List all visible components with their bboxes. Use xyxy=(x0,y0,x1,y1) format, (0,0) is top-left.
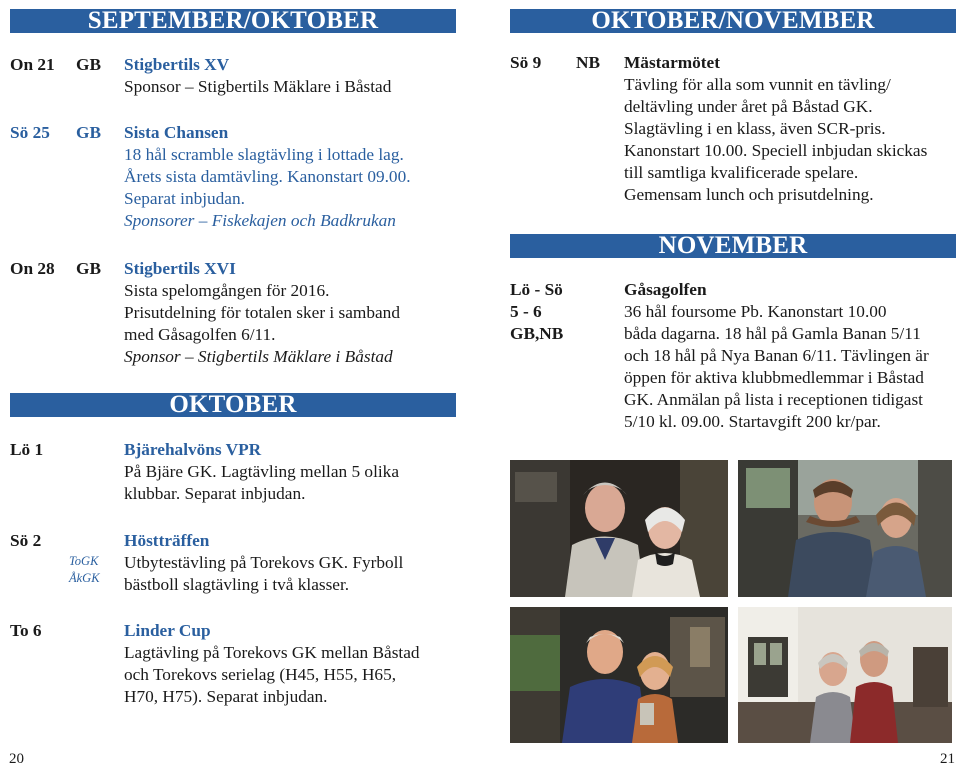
event-line: H70, H75). Separat inbjudan. xyxy=(124,687,328,706)
event-line: Årets sista damtävling. Kanonstart 09.00. xyxy=(124,167,411,186)
event-line: bästboll slagtävling i två klasser. xyxy=(124,575,350,594)
event-date: On 28 xyxy=(10,259,55,278)
event-title: Mästarmötet xyxy=(624,53,720,72)
event-title: Linder Cup xyxy=(124,621,211,640)
event-club: GB xyxy=(76,55,101,74)
event-date: On 21 xyxy=(10,55,55,74)
event-line: deltävling under året på Båstad GK. xyxy=(624,97,873,116)
page-number-right: 21 xyxy=(940,751,955,767)
event-line: båda dagarna. 18 hål på Gamla Banan 5/11 xyxy=(624,324,921,343)
event-title: Stigbertils XV xyxy=(124,55,230,74)
event-sponsor: Sponsorer – Fiskekajen och Badkrukan xyxy=(124,211,396,230)
event-line: På Bjäre GK. Lagtävling mellan 5 olika xyxy=(124,462,399,481)
event-line: öppen för aktiva klubbmedlemmar i Båstad xyxy=(624,368,924,387)
photo-prize-couple-1 xyxy=(510,460,728,597)
event-title: Stigbertils XVI xyxy=(124,259,236,278)
event-sponsor: Sponsor – Stigbertils Mäklare i Båstad xyxy=(124,347,393,366)
event-date: Lö - Sö 5 - 6 GB,NB xyxy=(510,280,564,343)
event-line: Slagtävling i en klass, även SCR-pris. xyxy=(624,119,886,138)
event-line: Sista spelomgången för 2016. xyxy=(124,281,330,300)
event-line: med Gåsagolfen 6/11. xyxy=(124,325,276,344)
photo-prize-couple-2 xyxy=(738,460,952,597)
photo-prize-couple-3 xyxy=(510,607,728,743)
event-line: Kanonstart 10.00. Speciell inbjudan skickas xyxy=(624,141,928,160)
event-line: Gemensam lunch och prisutdelning. xyxy=(624,185,874,204)
event-date: Sö 25 xyxy=(10,123,50,142)
event-line: Utbytestävling på Torekovs GK. Fyrboll xyxy=(124,553,404,572)
event-line: Tävling för alla som vunnit en tävling/ xyxy=(624,75,891,94)
photo-prize-couple-4 xyxy=(738,607,952,743)
event-title: Sista Chansen xyxy=(124,123,229,142)
event-date: Sö 9 xyxy=(510,53,542,72)
event-date: Lö 1 xyxy=(10,440,44,459)
event-title: Höstträffen xyxy=(124,531,210,550)
event-club: GB xyxy=(76,259,101,278)
event-line: 36 hål foursome Pb. Kanonstart 10.00 xyxy=(624,302,887,321)
banner-november: NOVEMBER xyxy=(510,234,956,258)
page-number-left: 20 xyxy=(9,751,24,767)
event-title: Bjärehalvöns VPR xyxy=(124,440,262,459)
event-line: Separat inbjudan. xyxy=(124,189,245,208)
event-line: klubbar. Separat inbjudan. xyxy=(124,484,306,503)
event-club: ToGK ÅkGK xyxy=(69,554,100,585)
event-title: Gåsagolfen xyxy=(624,280,707,299)
event-date: To 6 xyxy=(10,621,42,640)
event-club: NB xyxy=(576,53,601,72)
event-line: 18 hål scramble slagtävling i lottade lag. xyxy=(124,145,404,164)
event-line: Prisutdelning för totalen sker i samband xyxy=(124,303,400,322)
event-line: GK. Anmälan på lista i receptionen tidigast xyxy=(624,390,923,409)
event-line: Lagtävling på Torekovs GK mellan Båstad xyxy=(124,643,420,662)
banner-oktober-november: OKTOBER/NOVEMBER xyxy=(510,9,956,33)
banner-september-oktober: SEPTEMBER/OKTOBER xyxy=(10,9,456,33)
event-line: och Torekovs serielag (H45, H55, H65, xyxy=(124,665,397,684)
event-date: Sö 2 xyxy=(10,531,42,550)
event-line: Sponsor – Stigbertils Mäklare i Båstad xyxy=(124,77,392,96)
event-line: 5/10 kl. 09.00. Startavgift 200 kr/par. xyxy=(624,412,881,431)
event-club: GB xyxy=(76,123,101,142)
event-line: till samtliga kvalificerade spelare. xyxy=(624,163,859,182)
event-line: och 18 hål på Nya Banan 6/11. Tävlingen är xyxy=(624,346,929,365)
banner-oktober: OKTOBER xyxy=(10,393,456,417)
